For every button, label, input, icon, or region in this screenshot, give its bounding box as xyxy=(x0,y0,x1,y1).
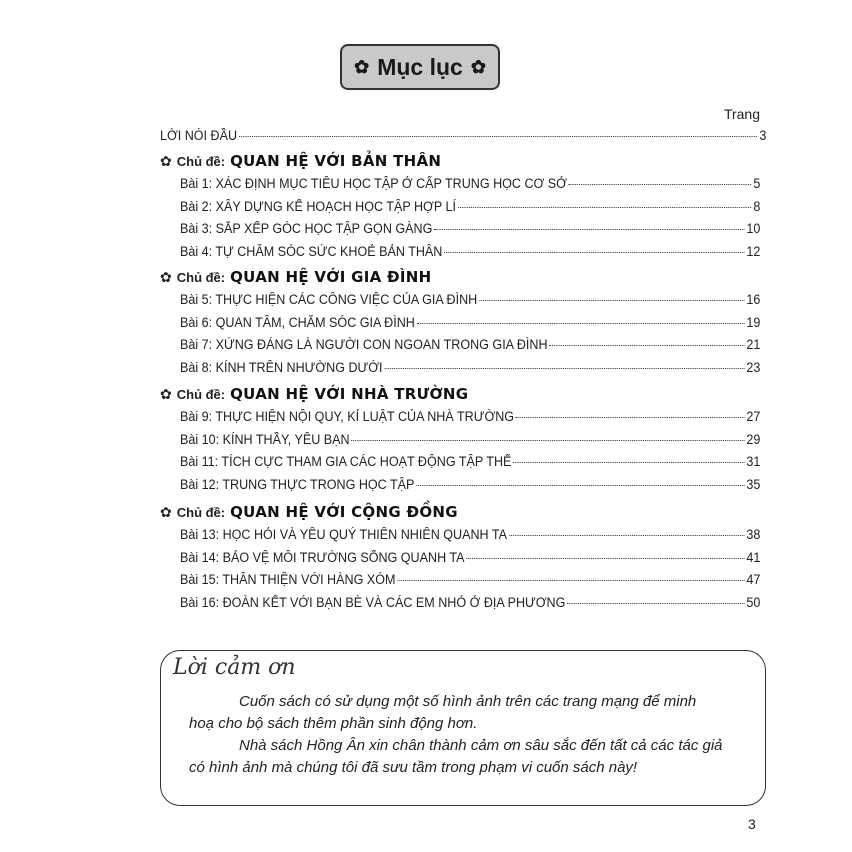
toc-entry-lesson xyxy=(180,432,760,447)
page-column-label: Trang xyxy=(723,106,760,122)
entry-title: Bài 3: SẮP XẾP GÓC HỌC TẬP GỌN GÀNG xyxy=(180,221,433,237)
flower-icon: ✿ xyxy=(160,153,172,169)
entry-title: Bài 16: ĐOÀN KẾT VỚI BẠN BÈ VÀ CÁC EM NHỎ Ở ĐỊA PHƯƠNG xyxy=(180,595,566,611)
entry-page: 27 xyxy=(746,409,761,424)
topic-label: Chủ đề: xyxy=(176,505,226,520)
entry-title: Bài 12: TRUNG THỰC TRONG HỌC TẬP xyxy=(180,477,415,493)
dot-leader xyxy=(458,207,752,208)
entry-page: 8 xyxy=(753,198,761,214)
topic-name: QUAN HỆ VỚI BẢN THÂN xyxy=(230,152,442,170)
toc-entry-lesson xyxy=(180,572,760,587)
dot-leader xyxy=(567,603,744,604)
entry-page: 41 xyxy=(746,549,761,565)
topic-name: QUAN HỆ VỚI NHÀ TRƯỜNG xyxy=(230,385,469,403)
flower-icon: ✿ xyxy=(160,269,172,285)
dot-leader xyxy=(397,580,744,581)
dot-leader xyxy=(509,535,745,536)
entry-title: Bài 15: THÂN THIỆN VỚI HÀNG XÓM xyxy=(180,572,396,588)
entry-title: LỜI NÓI ĐẦU xyxy=(160,128,238,143)
toc-entry-lesson xyxy=(180,244,760,259)
dot-leader xyxy=(416,485,744,486)
toc-entry-lesson xyxy=(180,199,760,214)
entry-title: Bài 2: XÂY DỰNG KẾ HOẠCH HỌC TẬP HỢP LÍ xyxy=(180,198,456,214)
page-title: Mục lục xyxy=(377,53,463,80)
toc-entry-lesson xyxy=(180,454,760,469)
entry-page: 50 xyxy=(746,595,761,611)
thanks-heading: Lời cảm ơn xyxy=(173,655,296,680)
toc-title-box xyxy=(340,44,500,90)
dot-leader xyxy=(417,323,745,324)
toc-entry-lesson xyxy=(180,409,760,424)
flower-icon: ✿ xyxy=(160,386,172,402)
toc-entry-preface xyxy=(160,128,766,143)
entry-title: Bài 8: KÍNH TRÊN NHƯỜNG DƯỚI xyxy=(180,360,383,376)
entry-page: 10 xyxy=(746,221,761,237)
thanks-box xyxy=(160,650,766,806)
dot-leader xyxy=(434,229,744,230)
toc-entry-lesson xyxy=(180,550,760,565)
dot-leader xyxy=(516,417,745,418)
entry-title: Bài 9: THỰC HIỆN NỘI QUY, KỈ LUẬT CỦA NHÀ TRƯỜNG xyxy=(180,409,515,424)
flower-icon: ✿ xyxy=(354,56,370,77)
topic-heading xyxy=(160,268,432,286)
toc-entry-lesson xyxy=(180,315,760,330)
toc-entry-lesson xyxy=(180,221,760,236)
entry-title: Bài 1: XÁC ĐỊNH MỤC TIÊU HỌC TẬP Ở CẤP TRUNG HỌC CƠ SỞ xyxy=(180,176,567,191)
flower-icon: ✿ xyxy=(160,504,172,520)
topic-heading xyxy=(160,152,441,170)
thanks-paragraph-2: Nhà sách Hồng Ân xin chân thành cảm ơn sâu sắc đến tất cả các tác giả có hình ảnh mà chúng tôi đã sưu tầm trong phạm vi cuốn sách này! xyxy=(189,737,723,776)
thanks-paragraph-1: Cuốn sách có sử dụng một số hình ảnh trên các trang mạng để minh hoạ cho bộ sách thêm phần sinh động hơn. xyxy=(189,693,697,732)
entry-page: 19 xyxy=(746,314,761,330)
entry-page: 5 xyxy=(753,176,761,191)
entry-page: 12 xyxy=(746,244,761,260)
entry-page: 3 xyxy=(759,128,767,143)
entry-title: Bài 10: KÍNH THẦY, YÊU BẠN xyxy=(180,431,350,447)
dot-leader xyxy=(384,368,744,369)
dot-leader xyxy=(569,184,752,185)
entry-page: 47 xyxy=(746,572,761,588)
entry-title: Bài 13: HỌC HỎI VÀ YÊU QUÝ THIÊN NHIÊN QUANH TA xyxy=(180,527,507,542)
topic-name: QUAN HỆ VỚI GIA ĐÌNH xyxy=(230,268,432,286)
toc-entry-lesson xyxy=(180,477,760,492)
page-number: 3 xyxy=(748,816,756,832)
flower-icon: ✿ xyxy=(470,56,486,77)
dot-leader xyxy=(479,300,744,301)
topic-heading xyxy=(160,385,468,403)
entry-title: Bài 4: TỰ CHĂM SÓC SỨC KHOẺ BẢN THÂN xyxy=(180,244,443,260)
topic-label: Chủ đề: xyxy=(176,270,226,285)
toc-entry-lesson xyxy=(180,337,760,352)
entry-page: 16 xyxy=(746,292,761,307)
toc-entry-lesson xyxy=(180,176,760,191)
dot-leader xyxy=(239,136,758,137)
entry-title: Bài 6: QUAN TÂM, CHĂM SÓC GIA ĐÌNH xyxy=(180,314,415,330)
entry-page: 23 xyxy=(746,360,761,376)
dot-leader xyxy=(444,252,744,253)
entry-page: 38 xyxy=(746,527,761,542)
entry-title: Bài 5: THỰC HIỆN CÁC CÔNG VIỆC CỦA GIA ĐÌNH xyxy=(180,292,478,307)
entry-page: 29 xyxy=(746,431,761,447)
toc-entry-lesson xyxy=(180,292,760,307)
entry-page: 31 xyxy=(746,454,761,470)
dot-leader xyxy=(549,345,744,346)
topic-name: QUAN HỆ VỚI CỘNG ĐỒNG xyxy=(230,503,458,521)
dot-leader xyxy=(351,440,744,441)
toc-entry-lesson xyxy=(180,527,760,542)
entry-page: 35 xyxy=(746,477,761,493)
entry-title: Bài 14: BẢO VỆ MÔI TRƯỜNG SỐNG QUANH TA xyxy=(180,549,465,565)
entry-title: Bài 7: XỨNG ĐÁNG LÀ NGƯỜI CON NGOAN TRONG GIA ĐÌNH xyxy=(180,337,548,353)
dot-leader xyxy=(466,558,744,559)
entry-title: Bài 11: TÍCH CỰC THAM GIA CÁC HOẠT ĐỘNG TẬP THỂ xyxy=(180,454,512,470)
toc-entry-lesson xyxy=(180,360,760,375)
toc-entry-lesson xyxy=(180,595,760,610)
dot-leader xyxy=(513,462,744,463)
topic-label: Chủ đề: xyxy=(176,154,226,169)
topic-label: Chủ đề: xyxy=(176,387,226,402)
entry-page: 21 xyxy=(746,337,761,353)
topic-heading xyxy=(160,503,458,521)
